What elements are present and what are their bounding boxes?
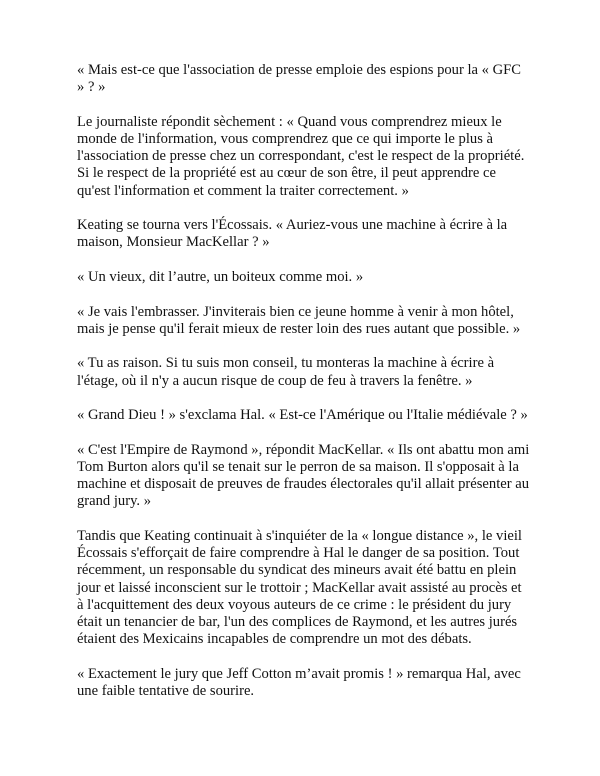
paragraph: Le journaliste répondit sèchement : « Quand vous comprendrez mieux le monde de l'information, vous comprendrez que ce qui importe le plus à l'association de presse chez un correspondant, c'est le respect de la propriété. Si le respect de la propriété est au cœur de son être, il peut apprendre ce qu'est l'information et comment la traiter correctement. » [77, 113, 525, 199]
document-page [77, 62, 531, 718]
paragraph: « Grand Dieu ! » s'exclama Hal. « Est-ce l'Amérique ou l'Italie médiévale ? » [77, 407, 528, 424]
paragraph: « Tu as raison. Si tu suis mon conseil, tu monteras la machine à écrire à l'étage, où il n'y a aucun risque de coup de feu à travers la fenêtre. » [77, 355, 495, 389]
paragraph: Keating se tourna vers l'Écossais. « Auriez-vous une machine à écrire à la maison, Monsieur MacKellar ? » [77, 217, 508, 251]
paragraph: « Je vais l'embrasser. J'inviterais bien ce jeune homme à venir à mon hôtel, mais je pense qu'il ferait mieux de rester loin des rues autant que possible. » [77, 303, 521, 337]
paragraph: « Mais est-ce que l'association de presse emploie des espions pour la « GFC » ? » [77, 62, 521, 96]
paragraph: « Exactement le jury que Jeff Cotton m’avait promis ! » remarqua Hal, avec une faible tentative de sourire. [77, 665, 521, 699]
paragraph: Tandis que Keating continuait à s'inquiéter de la « longue distance », le vieil Écossais s'efforçait de faire comprendre à Hal le danger de sa position. Tout récemment, un responsable du syndicat des mineurs avait été battu en plein jour et laissé inconscient sur le trottoir ; MacKellar avait assisté au procès et à l'acquittement des deux voyous auteurs de ce crime : le président du jury était un tenancier de bar, l'un des complices de Raymond, et les autres jurés étaient des Mexicains incapables de comprendre un mot des débats. [77, 527, 522, 648]
paragraph: « C'est l'Empire de Raymond », répondit MacKellar. « Ils ont abattu mon ami Tom Burton alors qu'il se tenait sur le perron de sa maison. Il s'opposait à la machine et disposait de preuves de fraudes électorales qu'il allait présenter au grand jury. » [77, 441, 530, 510]
paragraph: « Un vieux, dit l’autre, un boiteux comme moi. » [77, 269, 364, 285]
